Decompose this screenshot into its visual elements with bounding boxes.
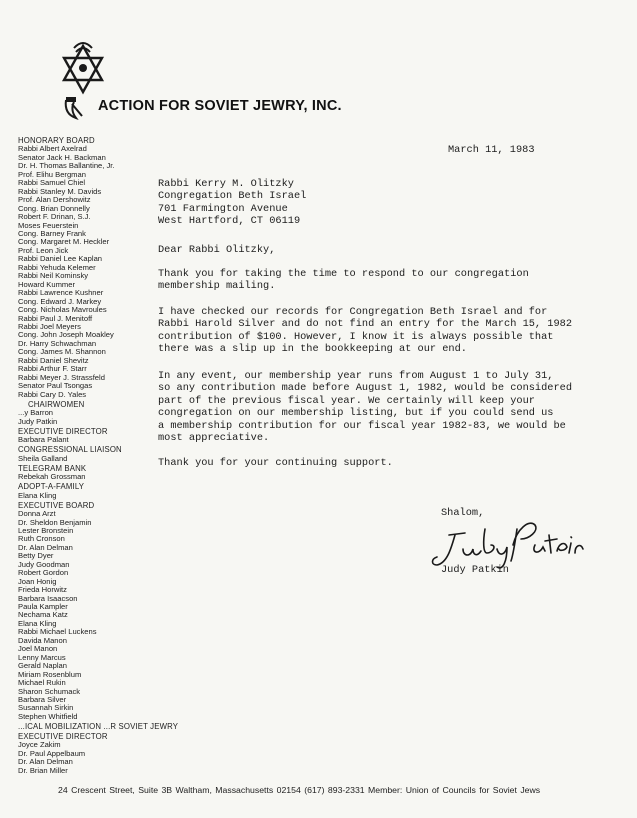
roster-name: Sheila Galland	[18, 453, 68, 463]
roster-heading: CHAIRWOMEN	[28, 399, 85, 409]
address-line: 701 Farmington Avenue	[158, 202, 288, 215]
roster-section	[18, 445, 168, 464]
paragraph	[158, 268, 578, 293]
address-line: West Hartford, CT 06119	[158, 215, 301, 228]
roster-name: Rabbi Meyer J. Strassfeld	[18, 372, 105, 382]
roster-name: Joel Manon	[18, 644, 58, 654]
paragraph-line: Rabbi Harold Silver and do not find an entry for the March 15, 1982	[158, 318, 573, 331]
roster-name: Cong. Edward J. Markey	[18, 296, 102, 306]
roster-name: Cong. James M. Shannon	[18, 347, 106, 357]
roster-name: Judy Patkin	[18, 416, 58, 426]
roster-name: Cong. Margaret M. Heckler	[18, 237, 110, 247]
roster-section	[18, 500, 168, 721]
roster-name: Joyce Zakim	[18, 740, 61, 750]
roster-section	[18, 731, 168, 775]
roster-name: Lester Bronstein	[18, 525, 74, 535]
letterhead-footer: 24 Crescent Street, Suite 3B Waltham, Massachusetts 02154 (617) 893-2331 Member: Union of Councils for Soviet Jews	[58, 785, 541, 795]
roster-name: Dr. Alan Delman	[18, 542, 73, 552]
paragraph-line: part of the previous fiscal year. We certainly will keep your	[158, 394, 535, 407]
roster-name: Dr. Sheldon Benjamin	[18, 517, 92, 527]
roster-name: Elana Kling	[18, 618, 57, 628]
paragraph-line: Thank you for taking the time to respond to our congregation	[158, 268, 529, 280]
roster-name: Sharon Schumack	[18, 686, 81, 696]
roster-section	[18, 721, 179, 731]
roster-name: Rebekah Grossman	[18, 472, 86, 482]
board-roster	[18, 136, 179, 775]
paragraph	[158, 306, 578, 356]
roster-name: Rabbi Daniel Lee Kaplan	[18, 254, 103, 264]
roster-name: Moses Feuerstein	[18, 220, 79, 230]
roster-name: Barbara Silver	[18, 695, 67, 705]
roster-heading: CONGRESSIONAL LIAISON	[18, 445, 122, 455]
roster-heading: EXECUTIVE DIRECTOR	[18, 426, 108, 436]
roster-name: Stephen Whitfield	[18, 711, 78, 721]
paragraph-line: I have checked our records for Congregation Beth Israel and for	[158, 306, 548, 318]
roster-name: Prof. Leon Jick	[18, 245, 69, 255]
roster-name: Senator Paul Tsongas	[18, 381, 93, 391]
paragraph-line: membership mailing.	[158, 280, 276, 293]
paragraph	[158, 370, 578, 444]
roster-name: Dr. Harry Schwachman	[18, 338, 97, 348]
roster-name: Rabbi Paul J. Menitoff	[18, 313, 93, 323]
roster-name: Rabbi Daniel Shevitz	[18, 355, 89, 365]
roster-name: Rabbi Albert Axelrad	[18, 144, 87, 154]
letter-date: March 11, 1983	[448, 144, 535, 156]
roster-name: Cong. Brian Donnelly	[18, 203, 90, 213]
roster-name: Robert F. Drinan, S.J.	[18, 212, 91, 222]
roster-name: Prof. Elihu Bergman	[18, 169, 86, 179]
roster-name: Lenny Marcus	[18, 652, 66, 662]
roster-name: Rabbi Cary D. Yales	[18, 389, 87, 399]
roster-name: Ruth Cronson	[18, 534, 65, 544]
roster-name: Betty Dyer	[18, 551, 54, 561]
roster-name: Senator Jack H. Backman	[18, 152, 106, 162]
roster-section	[18, 137, 168, 399]
roster-heading: ADOPT-A-FAMILY	[18, 482, 85, 492]
roster-name: Miriam Rosenblum	[18, 669, 82, 679]
recipient-address	[158, 178, 306, 228]
paragraph	[158, 457, 578, 469]
paragraph-line: a membership contribution for our fiscal year 1982-83, we would be	[158, 419, 566, 432]
roster-name: Frieda Horwitz	[18, 585, 67, 595]
roster-name: Michael Rukin	[18, 678, 66, 688]
address-line: Congregation Beth Israel	[158, 190, 307, 203]
roster-heading: EXECUTIVE DIRECTOR	[18, 732, 108, 742]
roster-name: Howard Kummer	[18, 279, 75, 289]
roster-section	[18, 463, 168, 482]
roster-name: Gerald Naplan	[18, 661, 67, 671]
roster-name: Cong. John Joseph Moakley	[18, 330, 114, 340]
roster-name: Susannah Sirkin	[18, 703, 74, 713]
roster-name: Rabbi Yehuda Kelemer	[18, 262, 96, 272]
roster-name: ...y Barron	[18, 408, 54, 418]
roster-section	[18, 482, 168, 501]
closing: Shalom,	[441, 507, 485, 519]
roster-name: Nechama Katz	[18, 610, 68, 620]
roster-name: Cong. Nicholas Mavroules	[18, 305, 107, 315]
signer-name: Judy Patkin	[441, 564, 509, 576]
roster-name: Elana Kling	[18, 490, 57, 500]
paragraph-line: most appreciative.	[158, 432, 270, 445]
roster-heading: EXECUTIVE BOARD	[18, 500, 95, 510]
roster-name: Rabbi Michael Luckens	[18, 627, 97, 637]
roster-name: Rabbi Samuel Chiel	[18, 178, 86, 188]
roster-name: Rabbi Joel Meyers	[18, 321, 81, 331]
roster-heading: HONORARY BOARD	[18, 136, 95, 145]
roster-name: Cong. Barney Frank	[18, 228, 86, 238]
roster-name: Dr. H. Thomas Ballantine, Jr.	[18, 161, 115, 171]
paragraph-line: so any contribution made before August 1, 1982, would be considered	[158, 382, 573, 395]
roster-name: Barbara Isaacson	[18, 593, 78, 603]
roster-name: Davida Manon	[18, 635, 67, 645]
address-line: Rabbi Kerry M. Olitzky	[158, 178, 294, 190]
roster-heading: TELEGRAM BANK	[18, 463, 87, 473]
roster-name: Joan Honig	[18, 576, 57, 586]
roster-name: Paula Kampler	[18, 602, 68, 612]
roster-section	[18, 399, 168, 426]
roster-name: Judy Goodman	[18, 559, 70, 569]
organization-name: ACTION FOR SOVIET JEWRY, INC.	[98, 98, 342, 114]
roster-name: Donna Arzt	[18, 509, 56, 519]
salutation: Dear Rabbi Olitzky,	[158, 244, 276, 256]
roster-name: Dr. Brian Miller	[18, 765, 68, 775]
roster-name: Barbara Palant	[18, 435, 69, 445]
roster-name: Rabbi Neil Kominsky	[18, 271, 89, 281]
paragraph-line: there was a slip up in the bookkeeping at our end.	[158, 343, 467, 356]
roster-name: Robert Gordon	[18, 568, 69, 578]
roster-section	[18, 426, 168, 445]
roster-name: Dr. Paul Appelbaum	[18, 748, 86, 758]
roster-name: Prof. Alan Dershowitz	[18, 195, 91, 205]
roster-name: Rabbi Lawrence Kushner	[18, 288, 104, 298]
paragraph-line: In any event, our membership year runs from August 1 to July 31,	[158, 370, 554, 382]
roster-name: Dr. Alan Delman	[18, 757, 73, 767]
roster-name: Rabbi Stanley M. Davids	[18, 186, 102, 196]
paragraph-line: Thank you for your continuing support.	[158, 457, 393, 469]
paragraph-line: contribution of $100. However, I know it is always possible that	[158, 330, 554, 343]
roster-name: Rabbi Arthur F. Starr	[18, 364, 87, 374]
paragraph-line: congregation on our membership listing, but if you could send us	[158, 407, 554, 420]
roster-heading: ...ICAL MOBILIZATION ...R SOVIET JEWRY	[18, 721, 179, 731]
